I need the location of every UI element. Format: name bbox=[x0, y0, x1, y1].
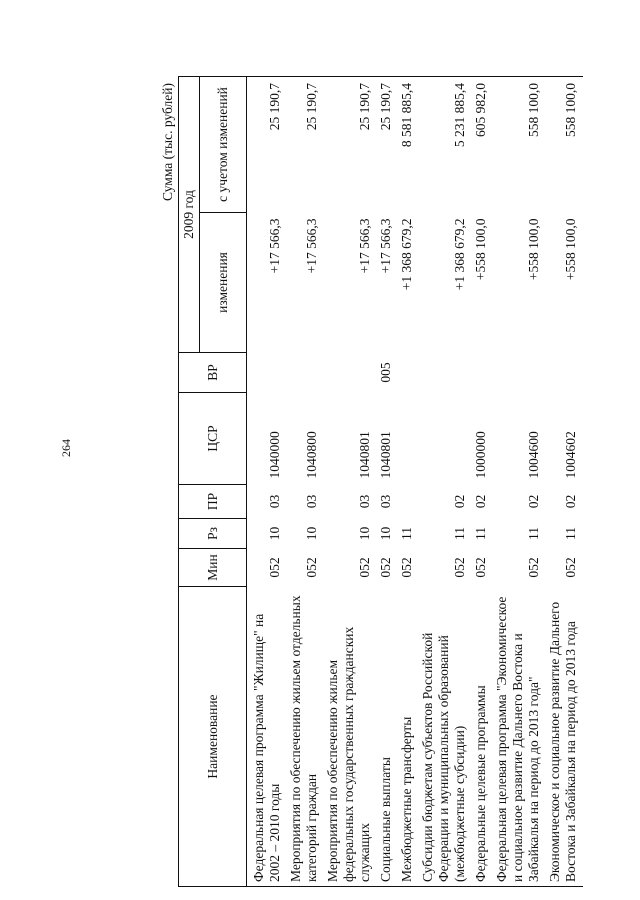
cell-vr bbox=[546, 353, 583, 393]
header-changes: изменения bbox=[200, 213, 247, 353]
cell-rz: 10 bbox=[357, 526, 372, 541]
cell-pr: 03 bbox=[357, 494, 372, 509]
rotated-page-content bbox=[160, 77, 580, 887]
cell-pr bbox=[398, 485, 419, 519]
table-row bbox=[419, 77, 472, 887]
cell-total: 25 190,7 bbox=[324, 77, 377, 213]
cell-rz: 10 bbox=[378, 526, 393, 541]
table-body bbox=[247, 77, 584, 887]
cell-vr bbox=[493, 353, 546, 393]
cell-vr bbox=[247, 353, 288, 393]
cell-total: 558 100,0 bbox=[493, 77, 546, 213]
cell-change: +1 368 679,2 bbox=[399, 218, 414, 291]
cell-rz: 11 bbox=[526, 527, 541, 540]
cell-vr bbox=[324, 353, 377, 393]
cell-total: 605 982,0 bbox=[472, 77, 493, 213]
cell-csr: 1040800 bbox=[304, 431, 319, 479]
cell-name: Федеральная целевая программа "Жилище" на 2002 – 2010 годы bbox=[247, 587, 288, 887]
cell-min: 052 bbox=[452, 557, 467, 578]
cell-change: +17 566,3 bbox=[267, 218, 282, 274]
header-pr: ПР bbox=[179, 485, 247, 519]
units-label: Сумма (тыс. рублей) bbox=[160, 83, 175, 201]
cell-name: Социальные выплаты bbox=[377, 587, 398, 887]
cell-csr: 1004600 bbox=[526, 431, 541, 479]
cell-pr: 03 bbox=[378, 494, 393, 509]
cell-name: Межбюджетные трансферты bbox=[398, 587, 419, 887]
table-row bbox=[493, 77, 546, 887]
cell-csr: 1040000 bbox=[267, 431, 282, 479]
cell-min: 052 bbox=[357, 557, 372, 578]
cell-vr: 005 bbox=[378, 362, 393, 383]
header-name: Наименование bbox=[179, 587, 247, 887]
cell-total: 558 100,0 bbox=[546, 77, 583, 213]
cell-name: Мероприятия по обеспечению жильем отдельных категорий граждан bbox=[287, 587, 324, 887]
table-row bbox=[546, 77, 583, 887]
cell-pr: 03 bbox=[304, 494, 319, 509]
cell-total: 25 190,7 bbox=[377, 77, 398, 213]
cell-total: 5 231 885,4 bbox=[419, 77, 472, 213]
table-row bbox=[324, 77, 377, 887]
header-min: Мин bbox=[179, 549, 247, 587]
cell-csr bbox=[398, 393, 419, 485]
cell-change: +17 566,3 bbox=[378, 218, 393, 274]
table-row bbox=[247, 77, 288, 887]
cell-pr: 02 bbox=[563, 494, 578, 509]
cell-csr: 1004602 bbox=[563, 431, 578, 479]
cell-csr bbox=[419, 393, 472, 485]
cell-change: +1 368 679,2 bbox=[452, 218, 467, 291]
cell-change: +558 100,0 bbox=[563, 218, 578, 281]
table-row bbox=[287, 77, 324, 887]
cell-vr bbox=[287, 353, 324, 393]
cell-pr: 02 bbox=[526, 494, 541, 509]
header-csr: ЦСР bbox=[179, 393, 247, 485]
cell-total: 8 581 885,4 bbox=[398, 77, 419, 213]
cell-min: 052 bbox=[399, 557, 414, 578]
cell-rz: 11 bbox=[399, 527, 414, 540]
table-row bbox=[377, 77, 398, 887]
cell-rz: 10 bbox=[267, 526, 282, 541]
cell-min: 052 bbox=[563, 557, 578, 578]
cell-csr: 1000000 bbox=[473, 431, 488, 479]
cell-vr bbox=[398, 353, 419, 393]
cell-vr bbox=[419, 353, 472, 393]
header-year: 2009 год bbox=[179, 77, 200, 353]
cell-rz: 11 bbox=[452, 527, 467, 540]
cell-rz: 11 bbox=[473, 527, 488, 540]
cell-rz: 11 bbox=[563, 527, 578, 540]
cell-name: Федеральные целевые программы bbox=[472, 587, 493, 887]
cell-name: Федеральная целевая программа "Экономическое и социальное развитие Дальнего Востока и Забайкалья на период до 2013 года" bbox=[493, 587, 546, 887]
cell-change: +558 100,0 bbox=[473, 218, 488, 281]
cell-total: 25 190,7 bbox=[287, 77, 324, 213]
header-with-changes: с учетом изменений bbox=[200, 77, 247, 213]
cell-min: 052 bbox=[526, 557, 541, 578]
cell-name: Мероприятия по обеспечению жильем федеральных государственных гражданских служащих bbox=[324, 587, 377, 887]
cell-csr: 1040801 bbox=[378, 431, 393, 479]
header-vr: ВР bbox=[179, 353, 247, 393]
cell-pr: 02 bbox=[473, 494, 488, 509]
table-row bbox=[398, 77, 419, 887]
cell-change: +558 100,0 bbox=[526, 218, 541, 281]
cell-csr: 1040801 bbox=[357, 431, 372, 479]
header-rz: Рз bbox=[179, 519, 247, 549]
cell-rz: 10 bbox=[304, 526, 319, 541]
page-number: 264 bbox=[59, 439, 73, 457]
budget-table bbox=[178, 76, 583, 887]
cell-min: 052 bbox=[304, 557, 319, 578]
cell-name: Субсидии бюджетам субъектов Российской Федерации и муниципальных образований (межбюджетные субсидии) bbox=[419, 587, 472, 887]
cell-min: 052 bbox=[473, 557, 488, 578]
cell-min: 052 bbox=[267, 557, 282, 578]
table-row bbox=[472, 77, 493, 887]
cell-name: Экономическое и социальное развитие Дальнего Востока и Забайкалья на период до 2013 года bbox=[546, 587, 583, 887]
cell-change: +17 566,3 bbox=[304, 218, 319, 274]
cell-change: +17 566,3 bbox=[357, 218, 372, 274]
cell-vr bbox=[472, 353, 493, 393]
cell-total: 25 190,7 bbox=[247, 77, 288, 213]
cell-pr: 02 bbox=[452, 494, 467, 509]
table-header bbox=[179, 77, 247, 887]
cell-min: 052 bbox=[378, 557, 393, 578]
cell-pr: 03 bbox=[267, 494, 282, 509]
